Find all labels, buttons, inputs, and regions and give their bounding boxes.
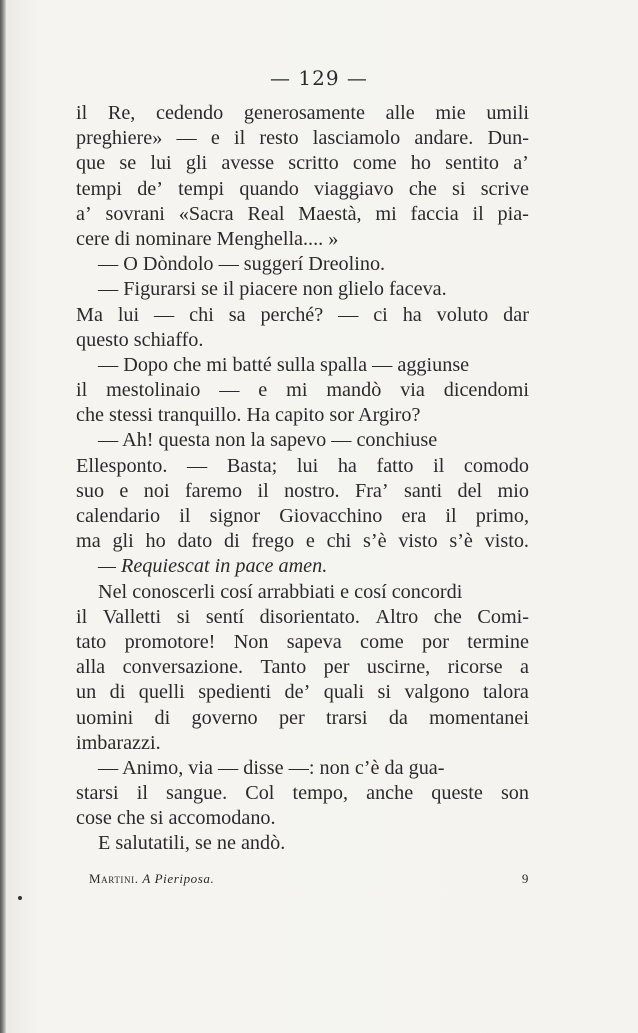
- word: di: [154, 706, 171, 729]
- text-line: [76, 529, 529, 554]
- word: faremo: [184, 479, 243, 502]
- word: quando: [239, 177, 299, 200]
- word: Fra’: [354, 479, 389, 502]
- word: il: [76, 379, 88, 402]
- text-line: imbarazzi.: [76, 731, 161, 754]
- word: Ma: [76, 303, 103, 326]
- word: promotore!: [124, 630, 216, 653]
- word: il: [76, 605, 88, 628]
- word: via: [400, 379, 425, 402]
- print-speck: [18, 896, 22, 900]
- word: il: [179, 505, 191, 527]
- word: e: [210, 127, 220, 150]
- word: valgono: [404, 681, 470, 704]
- word: ci: [373, 303, 388, 326]
- word: —: [338, 303, 359, 326]
- signature-mark: 9: [521, 871, 529, 886]
- word: Giovacchino: [279, 505, 383, 527]
- text-line: [76, 378, 529, 403]
- word: a: [520, 656, 529, 679]
- word: chi: [326, 530, 352, 553]
- word: viaggiavo: [314, 177, 394, 200]
- word: il: [433, 454, 445, 477]
- text-line: [76, 454, 529, 479]
- word: il: [76, 102, 88, 124]
- word: Valletti: [102, 605, 162, 628]
- text-line: questo schiaffo.: [76, 328, 204, 351]
- word: Basta;: [226, 454, 278, 477]
- text-line: [76, 504, 529, 529]
- word: visto.: [484, 530, 529, 553]
- word: primo,: [475, 505, 529, 527]
- word: mio: [497, 479, 529, 502]
- text-line: [76, 101, 529, 126]
- word: quali: [323, 681, 365, 704]
- text-line: — Ah! questa non la sapevo — conchiuse: [98, 429, 438, 452]
- body-text: [76, 101, 529, 857]
- word: trarsi: [326, 706, 368, 729]
- word: di: [109, 681, 126, 704]
- word: mandò: [326, 379, 382, 402]
- word: il: [257, 479, 269, 502]
- word: que: [76, 152, 106, 175]
- word: umili: [486, 102, 529, 124]
- word: s’è: [363, 530, 387, 553]
- word: e: [258, 379, 268, 402]
- text-line: [76, 177, 529, 202]
- text-line: cere di nominare Menghella.... »: [76, 227, 339, 250]
- word: dicendomi: [443, 379, 529, 402]
- word: sangue.: [166, 782, 228, 805]
- text-line: [76, 479, 529, 504]
- word: del: [457, 479, 483, 502]
- word: Re,: [107, 102, 136, 124]
- word: il: [233, 127, 246, 150]
- word: scritto: [288, 152, 339, 175]
- footer-title: A Pieriposa.: [142, 871, 215, 886]
- footer-author: Martini.: [89, 871, 139, 886]
- word: mi: [286, 379, 308, 402]
- word: sapeva: [286, 630, 342, 653]
- word: frego: [251, 530, 295, 553]
- word: Comi-: [477, 605, 529, 628]
- word: s’è: [449, 530, 473, 553]
- text-line: Nel conoscerli cosí arrabbiati e cosí concordi: [98, 580, 463, 603]
- word: mie: [435, 102, 466, 124]
- word: a’: [513, 152, 529, 175]
- word: comodo: [463, 454, 529, 477]
- word: da: [388, 706, 408, 729]
- word: Altro: [375, 605, 419, 628]
- word: —: [219, 379, 240, 402]
- word: termine: [467, 630, 529, 653]
- word: de’: [284, 681, 311, 704]
- word: Real: [247, 202, 285, 225]
- word: avesse: [221, 152, 275, 175]
- word: de’: [137, 177, 163, 200]
- word: ho: [410, 152, 431, 175]
- word: sentí: [205, 605, 244, 628]
- word: era: [401, 505, 427, 527]
- word: Tanto: [260, 656, 307, 679]
- text-line: [76, 151, 529, 176]
- word: e: [119, 479, 129, 502]
- word: il: [445, 505, 457, 527]
- word: mi: [375, 202, 397, 225]
- word: lui: [117, 303, 140, 326]
- text-line: [76, 655, 529, 680]
- word: resto: [259, 127, 299, 150]
- word: gli: [112, 530, 134, 553]
- word: sentito: [445, 152, 500, 175]
- text-line: [76, 126, 529, 151]
- text-line: [76, 303, 529, 328]
- word: queste: [431, 782, 483, 805]
- word: alle: [385, 102, 415, 124]
- word: anche: [366, 782, 414, 805]
- word: santi: [403, 479, 443, 502]
- word: ricorse: [447, 656, 503, 679]
- word: «Sacra: [178, 202, 234, 225]
- word: ha: [402, 303, 422, 326]
- page-number: — 129 —: [270, 66, 368, 90]
- word: scrive: [480, 177, 529, 200]
- word: Col: [245, 782, 275, 805]
- word: perché?: [260, 303, 324, 326]
- word: Ellesponto.: [76, 454, 168, 477]
- word: che: [433, 605, 462, 628]
- text-line: [76, 630, 529, 655]
- word: se: [119, 152, 137, 175]
- word: visto: [398, 530, 438, 553]
- word: generosamente: [243, 102, 365, 124]
- word: si: [452, 177, 466, 200]
- word: per: [278, 706, 305, 729]
- word: conversazione.: [122, 656, 244, 679]
- word: mestolinaio: [106, 379, 201, 402]
- text-line: — Requiescat in pace amen.: [98, 555, 328, 578]
- word: sa: [228, 303, 246, 326]
- text-line: [76, 680, 529, 705]
- word: voluto: [436, 303, 489, 326]
- word: governo: [191, 706, 258, 729]
- word: ma: [76, 530, 101, 553]
- word: come: [352, 152, 397, 175]
- word: ha: [337, 454, 357, 477]
- word: signor: [209, 505, 261, 527]
- word: —: [154, 303, 175, 326]
- word: son: [500, 782, 529, 805]
- word: il: [472, 202, 484, 225]
- word: lui: [150, 152, 172, 175]
- text-line: [76, 605, 529, 630]
- word: tempi: [178, 177, 225, 200]
- text-line: — O Dòndolo — suggerí Dreolino.: [98, 253, 386, 276]
- word: di: [224, 530, 240, 553]
- word: cedendo: [155, 102, 224, 124]
- word: calendario: [76, 505, 161, 527]
- word: nostro.: [284, 479, 340, 502]
- word: tato: [76, 630, 107, 653]
- word: Non: [233, 630, 269, 653]
- page-binding-edge: [0, 0, 6, 1033]
- word: e: [305, 530, 315, 553]
- page-footer: [89, 871, 529, 887]
- word: tempi: [76, 177, 122, 200]
- text-line: che stessi tranquillo. Ha capito sor Argiro?: [76, 404, 421, 427]
- text-line: [76, 202, 529, 227]
- word: faccia: [410, 202, 459, 225]
- word: gli: [185, 152, 208, 175]
- word: che: [408, 177, 437, 200]
- word: alla: [76, 656, 106, 679]
- text-line: — Figurarsi se il piacere non glielo faceva.: [98, 278, 447, 301]
- word: si: [176, 605, 191, 628]
- word: un: [76, 681, 97, 704]
- word: come: [360, 630, 404, 653]
- word: uomini: [76, 706, 134, 729]
- word: Dun-: [487, 127, 529, 150]
- word: dar: [503, 303, 529, 326]
- word: preghiere»: [76, 127, 163, 150]
- word: dato: [177, 530, 213, 553]
- word: chi: [189, 303, 214, 326]
- footer-credit: [89, 871, 214, 887]
- text-line: [76, 706, 529, 731]
- word: suo: [76, 479, 105, 502]
- word: sovrani: [105, 202, 165, 225]
- text-line: cose che si accomodano.: [76, 807, 276, 830]
- word: pia-: [497, 202, 529, 225]
- word: —: [187, 454, 208, 477]
- word: Maestà,: [298, 202, 362, 225]
- word: a’: [76, 202, 92, 225]
- text-line: E salutatili, se ne andò.: [98, 832, 286, 855]
- word: si: [377, 681, 392, 704]
- word: lui: [296, 454, 319, 477]
- word: fatto: [376, 454, 414, 477]
- word: uscirne,: [366, 656, 431, 679]
- word: ho: [145, 530, 166, 553]
- word: momentanei: [429, 706, 529, 729]
- text-line: — Dopo che mi batté sulla spalla — aggiunse: [98, 353, 470, 376]
- word: —: [176, 127, 197, 150]
- word: por: [422, 630, 449, 653]
- word: tempo,: [292, 782, 349, 805]
- word: andare.: [414, 127, 474, 150]
- word: il: [136, 782, 148, 805]
- word: quelli: [138, 681, 185, 704]
- word: starsi: [76, 782, 119, 805]
- word: per: [323, 656, 350, 679]
- word: lasciamolo: [312, 127, 401, 150]
- word: noi: [143, 479, 170, 502]
- text-line: [76, 781, 529, 806]
- text-line: — Animo, via — disse —: non c’è da gua-: [98, 756, 445, 779]
- word: disorientato.: [259, 605, 360, 628]
- word: spedienti: [198, 681, 272, 704]
- word: talora: [482, 681, 529, 704]
